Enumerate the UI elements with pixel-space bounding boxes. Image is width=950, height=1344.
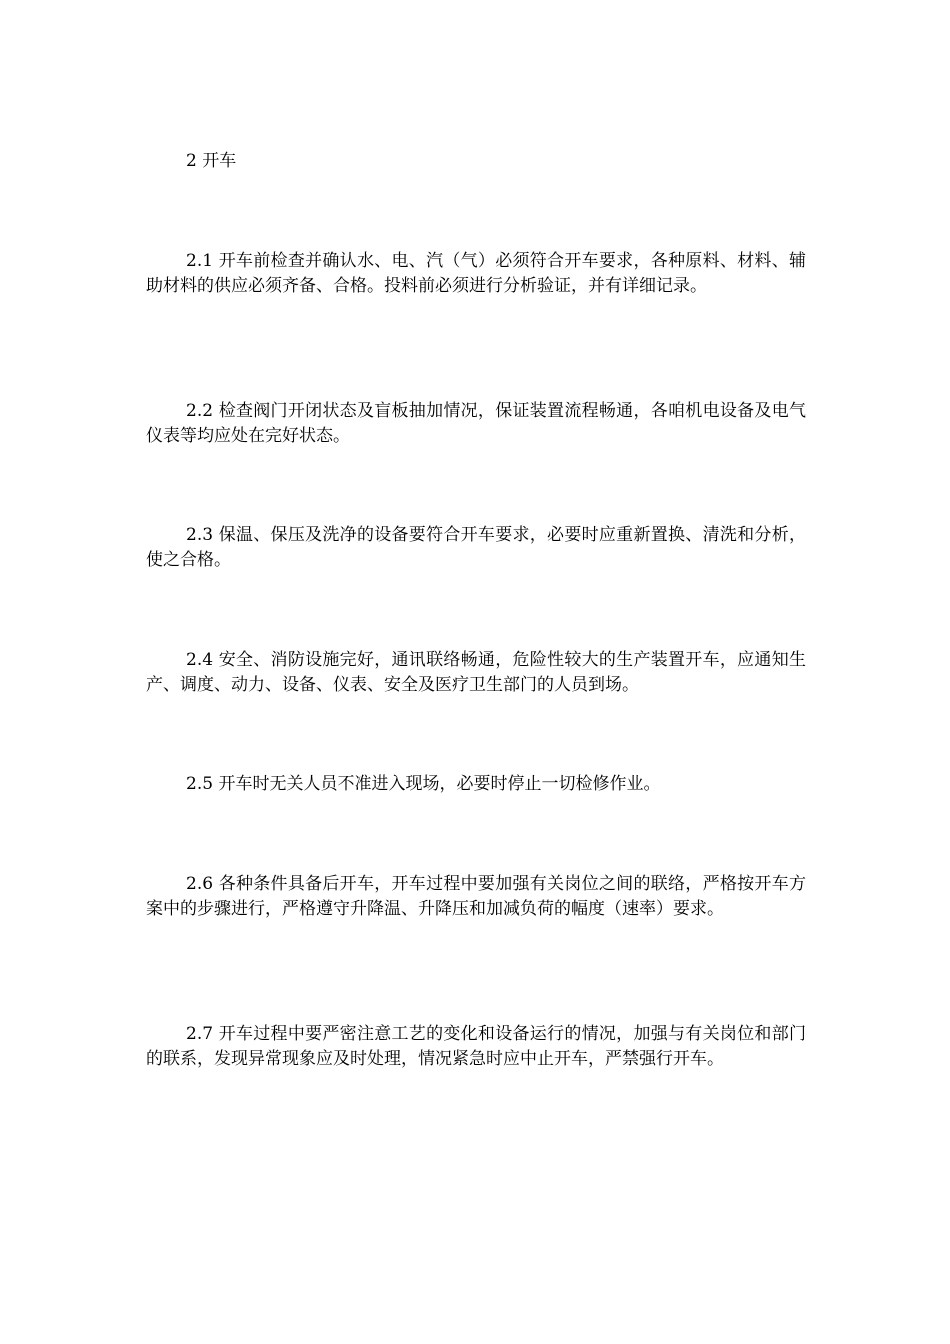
paragraph-2-4: 2.4 安全、消防设施完好，通讯联络畅通，危险性较大的生产装置开车，应通知生产、调度、动力、设备、仪表、安全及医疗卫生部门的人员到场。 [146,650,806,695]
paragraph-2-3: 2.3 保温、保压及洗净的设备要符合开车要求，必要时应重新置换、清洗和分析，使之合格。 [146,525,806,570]
section-title: 2 开车 [186,151,237,171]
paragraph-2-6: 2.6 各种条件具备后开车，开车过程中要加强有关岗位之间的联络，严格按开车方案中的步骤进行，严格遵守升降温、升降压和加减负荷的幅度（速率）要求。 [146,874,806,919]
paragraph-2-1: 2.1 开车前检查并确认水、电、汽（气）必须符合开车要求，各种原料、材料、辅助材料的供应必须齐备、合格。投料前必须进行分析验证，并有详细记录。 [146,251,806,296]
paragraph-2-7: 2.7 开车过程中要严密注意工艺的变化和设备运行的情况，加强与有关岗位和部门的联系，发现异常现象应及时处理，情况紧急时应中止开车，严禁强行开车。 [146,1024,806,1069]
paragraph-2-5: 2.5 开车时无关人员不准进入现场，必要时停止一切检修作业。 [186,774,661,794]
paragraph-2-2: 2.2 检查阀门开闭状态及盲板抽加情况，保证装置流程畅通，各咱机电设备及电气仪表等均应处在完好状态。 [146,401,806,446]
